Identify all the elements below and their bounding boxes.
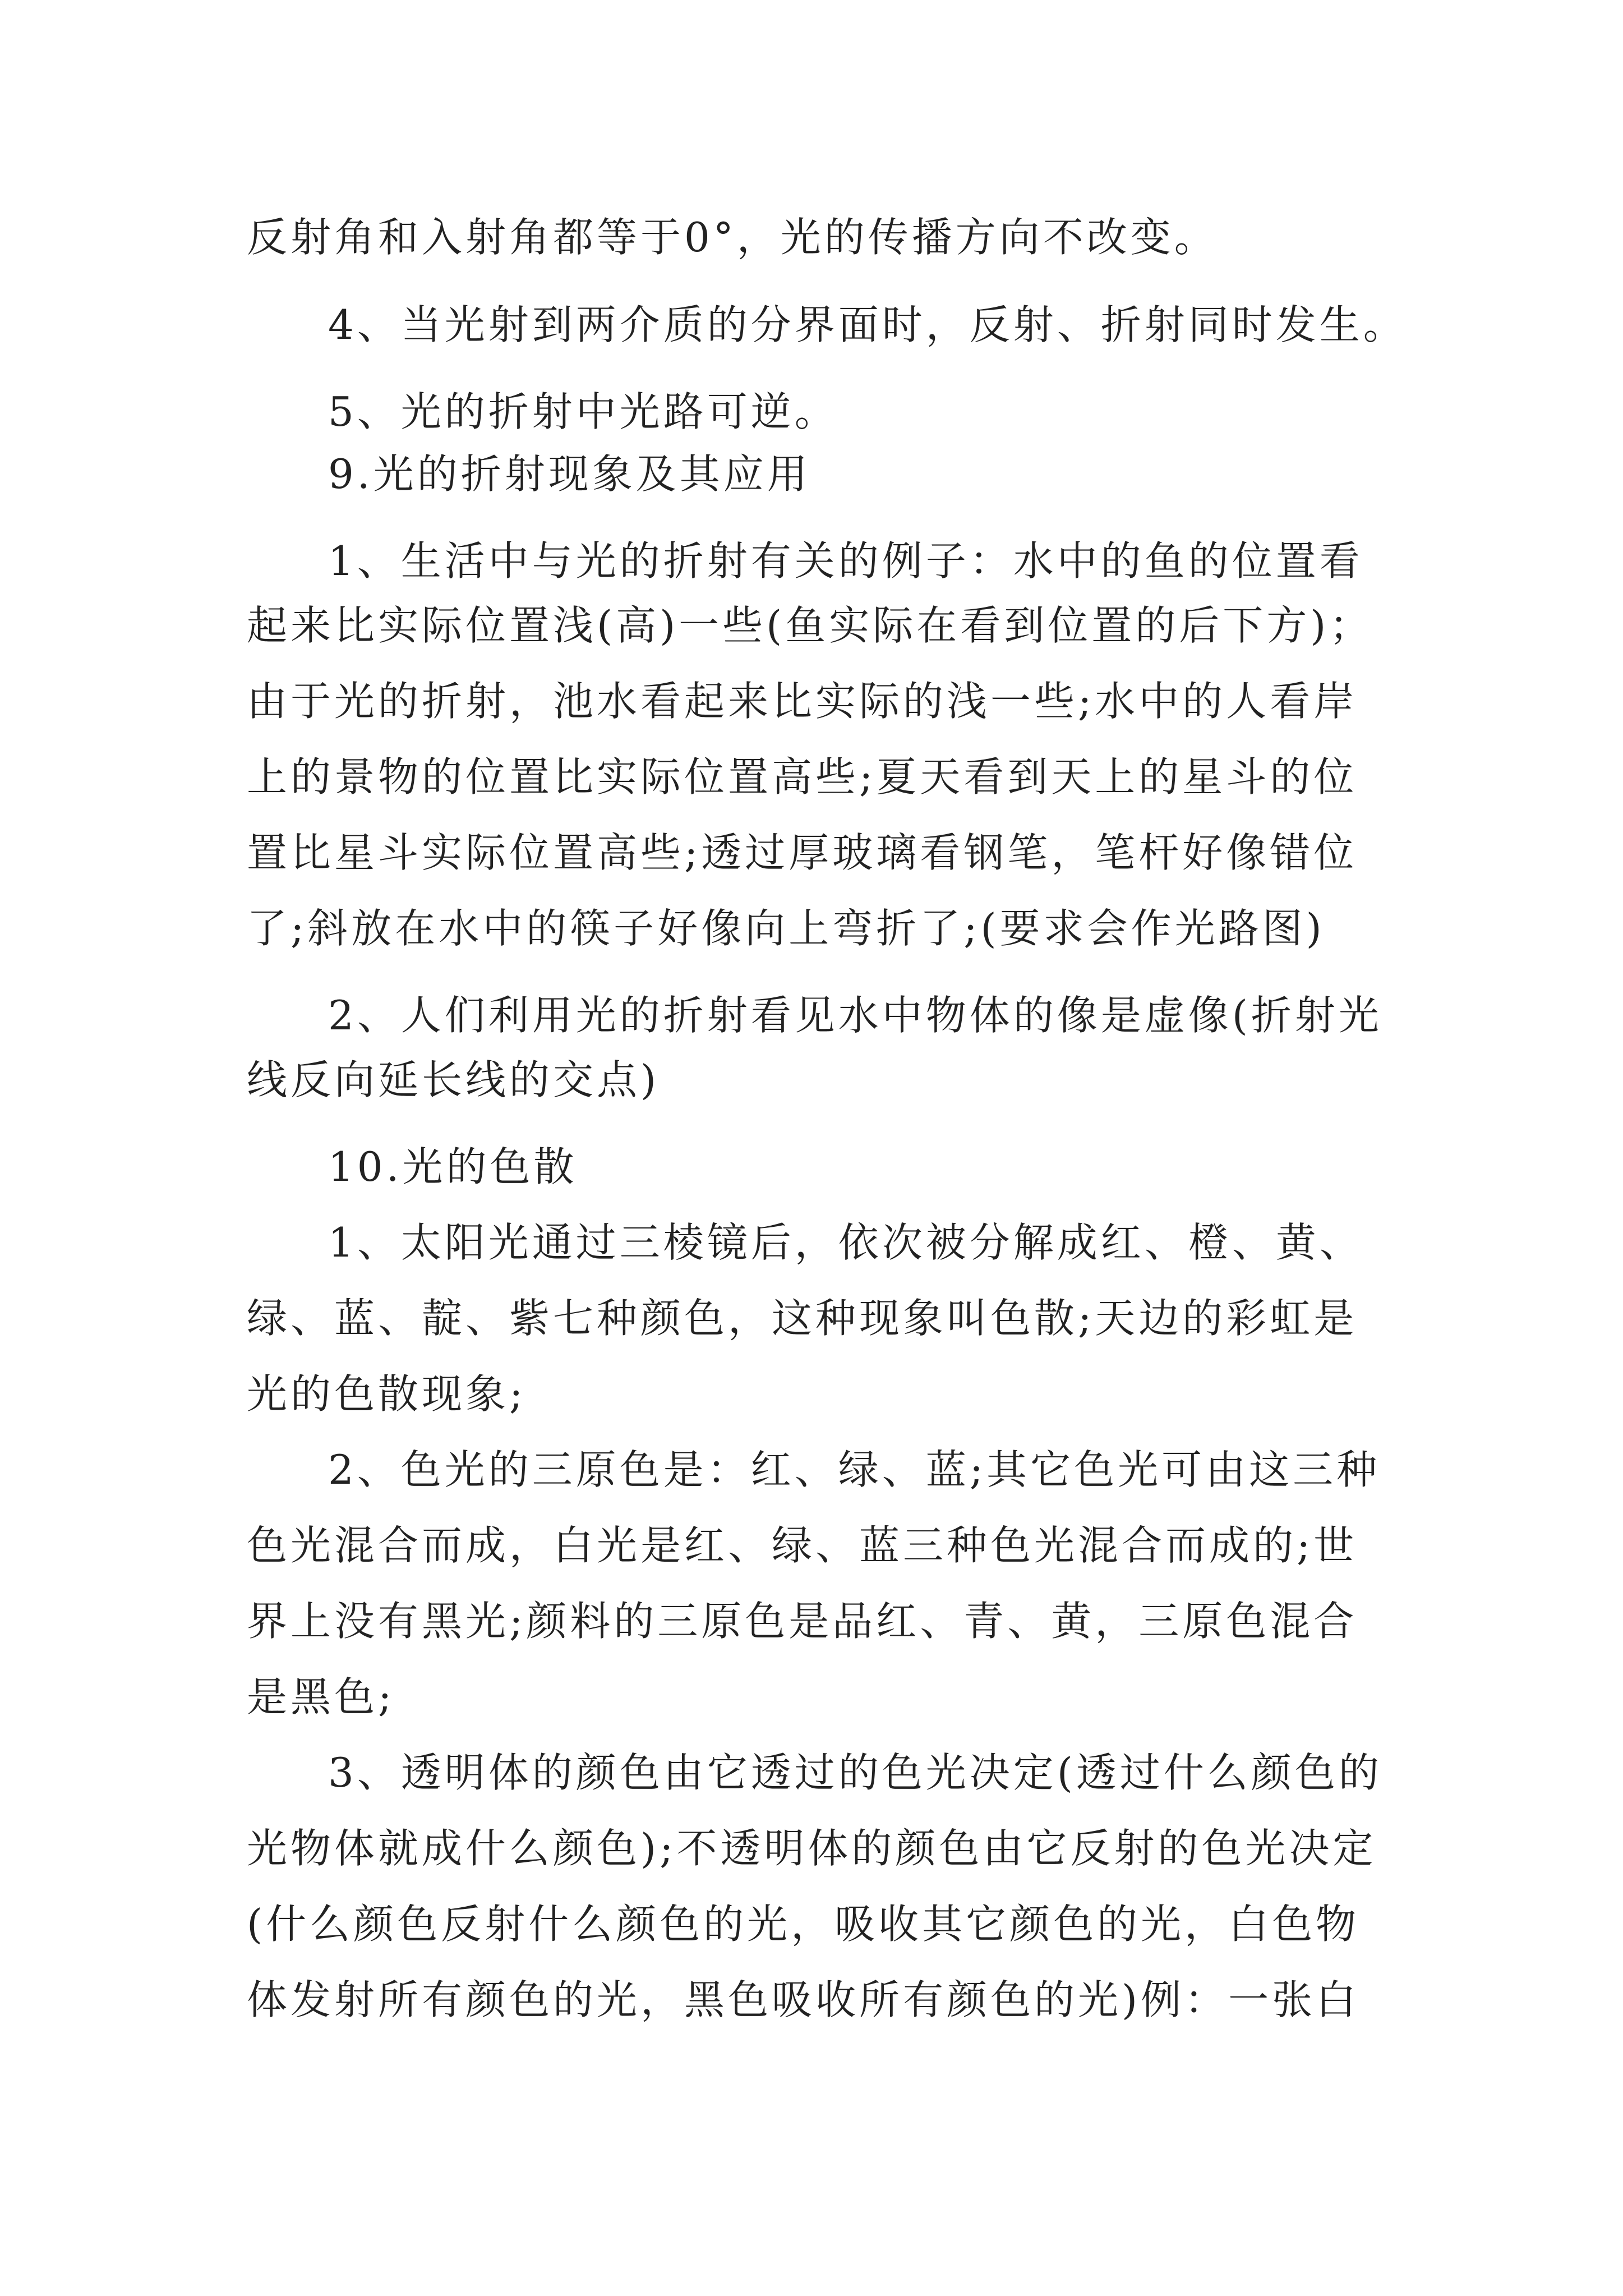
text-line: 色光混合而成，白光是红、绿、蓝三种色光混合而成的;世 [247, 1522, 1358, 1569]
text-line: 界上没有黑光;颜料的三原色是品红、青、黄，三原色混合 [247, 1598, 1358, 1645]
text-line: 5、光的折射中光路可逆。 [328, 388, 838, 435]
text-line: 上的景物的位置比实际位置高些;夏天看到天上的星斗的位 [247, 753, 1358, 800]
text-line: 1、太阳光通过三棱镜后，依次被分解成红、橙、黄、 [328, 1219, 1363, 1266]
text-line: 1、生活中与光的折射有关的例子：水中的鱼的位置看 [328, 537, 1363, 585]
text-line: 4、当光射到两介质的分界面时，反射、折射同时发生。 [328, 301, 1407, 348]
text-line: 绿、蓝、靛、紫七种颜色，这种现象叫色散;天边的彩虹是 [247, 1295, 1358, 1342]
text-line: 光的色散现象; [247, 1370, 527, 1418]
text-line: 是黑色; [247, 1673, 395, 1720]
text-line: (什么颜色反射什么颜色的光，吸收其它颜色的光，白色物 [247, 1901, 1360, 1948]
text-line: 体发射所有颜色的光，黑色吸收所有颜色的光)例：一张白 [247, 1976, 1360, 2023]
text-line: 线反向延长线的交点) [247, 1056, 660, 1103]
text-line: 起来比实际位置浅(高)一些(鱼实际在看到位置的后下方)； [247, 602, 1373, 649]
section-heading: 10.光的色散 [328, 1143, 578, 1190]
text-line: 由于光的折射，池水看起来比实际的浅一些;水中的人看岸 [247, 678, 1358, 725]
text-line: 反射角和入射角都等于0°，光的传播方向不改变。 [247, 214, 1218, 261]
text-line: 2、色光的三原色是：红、绿、蓝;其它色光可由这三种 [328, 1446, 1381, 1493]
text-line: 光物体就成什么颜色);不透明体的颜色由它反射的色光决定 [247, 1825, 1377, 1872]
section-heading: 9.光的折射现象及其应用 [328, 450, 811, 498]
text-line: 了;斜放在水中的筷子好像向上弯折了;(要求会作光路图) [247, 905, 1325, 952]
text-line: 3、透明体的颜色由它透过的色光决定(透过什么颜色的 [328, 1749, 1382, 1796]
text-line: 2、人们利用光的折射看见水中物体的像是虚像(折射光 [328, 992, 1382, 1039]
text-line: 置比星斗实际位置高些;透过厚玻璃看钢笔，笔杆好像错位 [247, 829, 1358, 876]
